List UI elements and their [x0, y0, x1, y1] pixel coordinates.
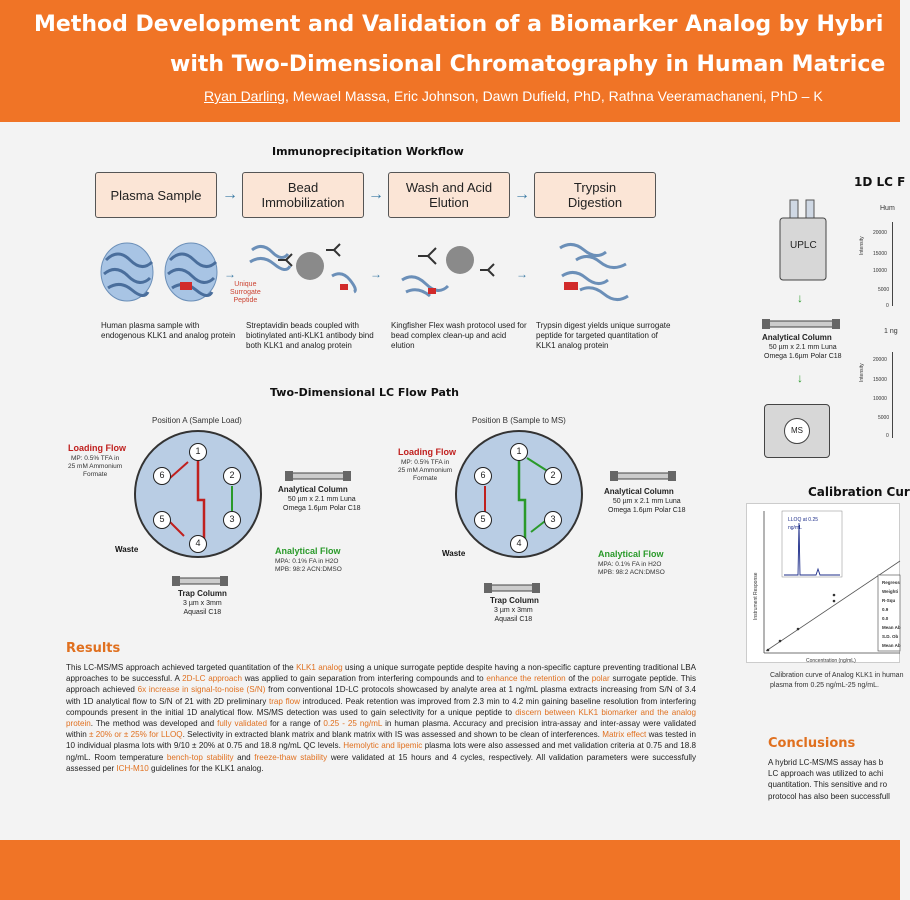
results-text: in human plasma. Accuracy and precision intra-assay and inter-assay were validated within — [66, 719, 696, 740]
analytical-flow-label: Analytical Flow — [598, 549, 664, 559]
arrow-right-icon: → — [222, 186, 238, 203]
arrow-right-icon: → — [514, 186, 530, 203]
poster-title-line1: Method Development and Validation of a Biomarker Analog by Hybri — [34, 12, 884, 37]
results-highlight: 6x increase in signal-to-noise (S/N) — [137, 685, 266, 695]
caption-plasma: Human plasma sample with endogenous KLK1 and analog protein — [101, 321, 236, 340]
lc-panel-title: 1D LC F — [854, 175, 906, 189]
results-highlight: 0.25 - 25 ng/mL — [323, 719, 383, 729]
chart1-title: Hum — [880, 205, 895, 212]
valve-port: 1 — [510, 443, 528, 461]
results-highlight: bench-top stability — [166, 752, 234, 762]
ms-label: MS — [784, 418, 810, 444]
results-text: was tested in 10 individual plasma lots with 9/10 ± 20% at 0.75 and 18.8 ng/mL QC levels. — [66, 730, 696, 751]
results-text: guidelines for the KLK1 analog. — [148, 763, 264, 773]
loading-flow-label: Loading Flow — [398, 447, 456, 457]
results-text: . The method was developed and — [90, 719, 218, 729]
valve-port: 1 — [189, 443, 207, 461]
results-text: were validated at 15 hours and 4 cycles, respectively. All validation parameters were successfully assessed per — [66, 752, 696, 773]
trap-column-label: Trap Column — [178, 589, 227, 598]
peptide-fragments-illustration — [556, 238, 632, 304]
chart1-ytick: 10000 — [873, 268, 887, 274]
loading-mp: MP: 0.5% TFA in 25 mM Ammonium Formate — [68, 455, 123, 478]
calibration-legend — [882, 578, 901, 650]
arrow-right-icon: → — [368, 186, 384, 203]
step-bead-immobilization: Bead Immobilization — [242, 172, 364, 218]
conclusions-line: quantitation. This sensitive and ro — [768, 780, 888, 790]
calibration-ylabel: Instrument Response — [753, 572, 759, 620]
valve-port: 2 — [223, 467, 241, 485]
analytical-mp: MPA: 0.1% FA in H2O MPB: 98:2 ACN:DMSO — [275, 558, 342, 573]
waste-label: Waste — [115, 545, 139, 554]
lc-analytical-column-spec: 50 µm x 2.1 mm Luna Omega 1.6µm Polar C18 — [764, 344, 842, 360]
analytical-column-icon — [762, 318, 840, 330]
conclusions-heading: Conclusions — [768, 736, 856, 751]
analytical-column-spec: 50 µm x 2.1 mm Luna Omega 1.6µm Polar C18 — [608, 498, 686, 514]
calibration-plot — [746, 503, 900, 663]
results-highlight: ICH-M10 — [116, 763, 149, 773]
step-plasma-sample: Plasma Sample — [95, 172, 217, 218]
protein-illustration — [98, 240, 156, 304]
chart2-title: 1 ng — [884, 328, 898, 335]
analytical-column-label: Analytical Column — [278, 485, 348, 494]
chart2-ytick: 10000 — [873, 396, 887, 402]
caption-digest: Trypsin digest yields unique surrogate peptide for targeted quantitation of KLK1 analog protein — [536, 321, 671, 350]
conclusions-line: protocol has also been successfull — [768, 791, 890, 801]
results-highlight: freeze-thaw stability — [254, 752, 328, 762]
results-text: and — [233, 752, 255, 762]
results-text: surrogate peptide. This approach achieved — [66, 674, 696, 695]
author-list — [204, 88, 823, 104]
arrow-right-icon: → — [370, 267, 382, 281]
trap-column-icon — [484, 582, 540, 594]
footer-banner — [0, 840, 900, 900]
trap-column-spec: 3 µm x 3mm Aquasil C18 — [494, 607, 533, 623]
results-text: . Selectivity in extracted blank matrix and blank matrix with IS was assessed and shown to be clean of interferences. — [182, 730, 603, 740]
chart1-ytick: 0 — [886, 303, 889, 309]
chart2-ylabel: Intensity — [859, 363, 865, 382]
results-highlight: fully validated — [217, 719, 267, 729]
results-text: was applied to gain separation from interfering compounds and to — [241, 674, 487, 684]
workflow-title: Immunoprecipitation Workflow — [272, 145, 464, 158]
legend-line: R-Squ — [882, 598, 896, 603]
legend-line: Regress — [882, 580, 900, 585]
peptide-label: Unique Surrogate Peptide — [230, 281, 261, 304]
uplc-label: UPLC — [790, 240, 817, 251]
results-paragraph — [66, 662, 696, 774]
chart2-ytick: 5000 — [878, 415, 890, 421]
poster-title-line2: with Two-Dimensional Chromatography in Human Matrice — [170, 52, 886, 77]
arrow-down-icon: ↓ — [797, 291, 803, 305]
results-text: plasma lots were also assessed and met validation criteria at 0.75 and 18.8 ng/mL. Room temperature — [66, 741, 697, 762]
results-highlight: trap flow — [268, 696, 300, 706]
step-trypsin-digestion: Trypsin Digestion — [534, 172, 656, 218]
calibration-xlabel: Concentration (ng/mL) — [806, 658, 856, 664]
trap-column-label: Trap Column — [490, 596, 539, 605]
valve-port: 3 — [544, 511, 562, 529]
legend-line: Mean Ab — [882, 643, 901, 648]
results-highlight: Hemolytic and lipemic — [343, 741, 423, 751]
chart2-ytick: 20000 — [873, 357, 887, 363]
analytical-column-spec: 50 µm x 2.1 mm Luna Omega 1.6µm Polar C18 — [283, 496, 361, 512]
flowpath-title: Two-Dimensional LC Flow Path — [270, 386, 459, 399]
valve-port: 5 — [153, 511, 171, 529]
legend-line: 0.0 — [882, 616, 889, 621]
legend-line: 0.9 — [882, 607, 889, 612]
loading-flow-label: Loading Flow — [68, 443, 126, 453]
header-banner — [0, 0, 900, 122]
trap-column-spec: 3 µm x 3mm Aquasil C18 — [183, 600, 222, 616]
valve-port: 3 — [223, 511, 241, 529]
legend-line: Weighti — [882, 589, 899, 594]
results-text: using a unique surrogate peptide despite having a non-specific capture preventing traditional LBA approaches to be successful. A — [66, 663, 696, 684]
valve-port: 2 — [544, 467, 562, 485]
conclusions-paragraph — [768, 757, 908, 802]
first-author: Ryan Darling — [204, 88, 285, 104]
chart1-ytick: 15000 — [873, 251, 887, 257]
valve-port: 6 — [474, 467, 492, 485]
results-highlight: ± 20% or ± 25% for LLOQ — [89, 730, 183, 740]
analytical-mp: MPA: 0.1% FA in H2O MPB: 98:2 ACN:DMSO — [598, 561, 665, 576]
valve-port: 4 — [189, 535, 207, 553]
conclusions-line: LC approach was utilized to achi — [768, 769, 884, 779]
calibration-title: Calibration Cur — [808, 485, 910, 499]
other-authors: , Mewael Massa, Eric Johnson, Dawn Dufield, PhD, Rathna Veeramachaneni, PhD – K — [284, 88, 823, 104]
chart1-ylabel: Intensity — [859, 236, 865, 255]
results-highlight: polar — [591, 674, 610, 684]
results-heading: Results — [66, 641, 121, 656]
calibration-inset-label: LLOQ at 0.25 ng/mL — [788, 517, 819, 531]
step-wash-acid-elution: Wash and Acid Elution — [388, 172, 510, 218]
arrow-right-icon: → — [224, 267, 236, 281]
waste-label: Waste — [442, 549, 466, 558]
arrow-right-icon: → — [516, 267, 528, 281]
chart2-axis — [892, 352, 893, 438]
lc-analytical-column-label: Analytical Column — [762, 333, 832, 342]
valve-port: 6 — [153, 467, 171, 485]
analytical-column-icon — [285, 470, 351, 482]
legend-line: S.D. Ob — [882, 634, 899, 639]
calibration-caption: Calibration curve of Analog KLK1 in human plasma from 0.25 ng/mL-25 ng/mL. — [770, 672, 904, 689]
results-highlight: enhance the retention — [486, 674, 566, 684]
results-highlight: discern between KLK1 biomarker and the analog protein — [66, 707, 696, 729]
legend-line: Mean Ab — [882, 625, 901, 630]
results-text: from conventional 1D-LC protocols showcased by analyte area at 1 ng/mL plasma extracts increasing from S/N of 3.4 with 1D analytical flow to S/N of 21 with 2D preliminary — [66, 685, 696, 706]
chart1-ytick: 5000 — [878, 287, 890, 293]
results-text: for a range of — [266, 719, 324, 729]
arrow-down-icon: ↓ — [797, 371, 803, 385]
chart2-ytick: 0 — [886, 433, 889, 439]
valve-port: 4 — [510, 535, 528, 553]
results-highlight: 2D-LC approach — [182, 674, 242, 684]
results-highlight: Matrix effect — [602, 730, 647, 740]
trap-column-icon — [172, 575, 228, 587]
caption-wash: Kingfisher Flex wash protocol used for bead complex clean-up and acid elution — [391, 321, 527, 350]
conclusions-line: A hybrid LC-MS/MS assay has b — [768, 758, 884, 767]
analytical-flow-label: Analytical Flow — [275, 546, 341, 556]
valve-port: 5 — [474, 511, 492, 529]
chart1-ytick: 20000 — [873, 230, 887, 236]
caption-beads: Streptavidin beads coupled with biotinylated anti-KLK1 antibody bind both KLK1 and analog protein — [246, 321, 374, 350]
results-highlight: KLK1 analog — [296, 663, 343, 672]
chart1-axis — [892, 222, 893, 306]
results-text: of the — [565, 674, 592, 684]
results-text: This LC-MS/MS approach achieved targeted quantitation of the — [66, 663, 297, 672]
position-a-title: Position A (Sample Load) — [152, 416, 242, 425]
results-text: introduced. Peak retention was improved from 2.3 min to 4.2 min gaining baseline resolution from interfering compounds present in the initial 1D analytical flow. MS/MS detection was used to gain selectivity for a unique peptide to — [66, 696, 696, 717]
chart2-ytick: 15000 — [873, 377, 887, 383]
protein-illustration — [162, 240, 220, 304]
loading-mp: MP: 0.5% TFA in 25 mM Ammonium Formate — [398, 459, 453, 482]
analytical-column-label: Analytical Column — [604, 487, 674, 496]
bead-illustration — [248, 240, 356, 300]
position-b-title: Position B (Sample to MS) — [472, 416, 566, 425]
wash-illustration — [398, 236, 502, 304]
analytical-column-icon — [610, 470, 676, 482]
